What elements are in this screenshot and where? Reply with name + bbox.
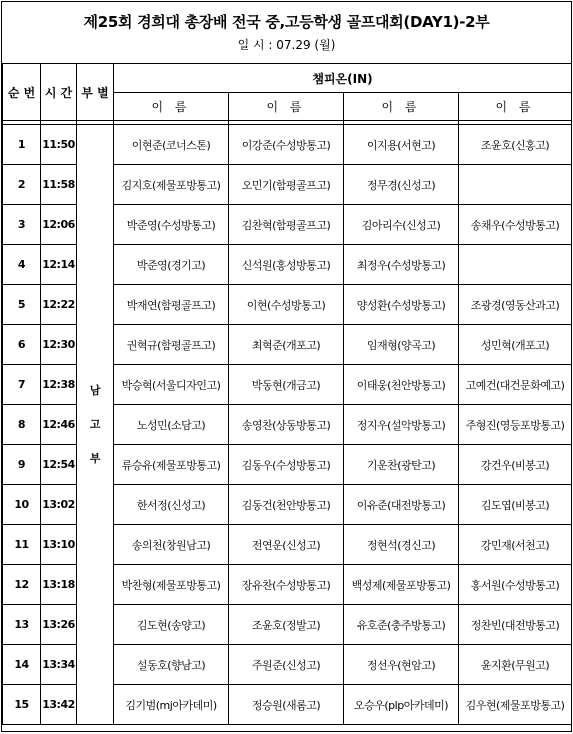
tee-time: 12:46 bbox=[41, 405, 77, 445]
player-name: 김찬혁(함평골프고) bbox=[229, 205, 344, 245]
player-name: 이태웅(천안방통고) bbox=[344, 365, 459, 405]
page-title: 제25회 경희대 총장배 전국 중,고등학생 골프대회(DAY1)-2부 bbox=[83, 13, 490, 31]
tee-time: 12:54 bbox=[41, 445, 77, 485]
col-header-name-1: 이 름 bbox=[114, 93, 229, 121]
tee-time: 12:22 bbox=[41, 285, 77, 325]
player-name: 류승유(제물포방통고) bbox=[114, 445, 229, 485]
player-name: 김동우(수성방통고) bbox=[229, 445, 344, 485]
player-name: 박승혁(서울디자인고) bbox=[114, 365, 229, 405]
player-name: 조윤호(정발고) bbox=[229, 605, 344, 645]
tee-time: 11:50 bbox=[41, 125, 77, 165]
player-name: 전연운(신성고) bbox=[229, 525, 344, 565]
player-name: 정찬빈(대전방통고) bbox=[459, 605, 572, 645]
player-name: 김우현(제물포방통고) bbox=[459, 685, 572, 725]
player-name: 조윤호(신홍고) bbox=[459, 125, 572, 165]
schedule-sheet bbox=[1, 1, 572, 732]
row-number: 2 bbox=[3, 165, 41, 205]
player-name: 박준영(경기고) bbox=[114, 245, 229, 285]
division-char: 남 bbox=[89, 383, 101, 397]
player-name: 강건우(비봉고) bbox=[459, 445, 572, 485]
player-name: 윤지환(무원고) bbox=[459, 645, 572, 685]
col-header-division: 부 별 bbox=[77, 64, 114, 121]
tee-time: 12:06 bbox=[41, 205, 77, 245]
tee-time: 13:34 bbox=[41, 645, 77, 685]
player-name: 한서정(신성고) bbox=[114, 485, 229, 525]
tee-time-table bbox=[2, 64, 572, 725]
player-name: 조광경(영동산과고) bbox=[459, 285, 572, 325]
player-name: 김도현(송양고) bbox=[114, 605, 229, 645]
player-name: 이유준(대전방통고) bbox=[344, 485, 459, 525]
player-name: 신석원(홍성방통고) bbox=[229, 245, 344, 285]
row-number: 15 bbox=[3, 685, 41, 725]
player-name: 이강준(수성방통고) bbox=[229, 125, 344, 165]
player-name: 주원준(신성고) bbox=[229, 645, 344, 685]
player-name: 임재형(양곡고) bbox=[344, 325, 459, 365]
table-row bbox=[3, 125, 572, 165]
tee-time: 12:14 bbox=[41, 245, 77, 285]
player-name: 정승원(새롬고) bbox=[229, 685, 344, 725]
player-name bbox=[459, 245, 572, 285]
division-char: 부 bbox=[89, 451, 101, 465]
row-number: 9 bbox=[3, 445, 41, 485]
player-name: 송의천(창원남고) bbox=[114, 525, 229, 565]
table-body bbox=[3, 125, 572, 725]
col-header-course: 챔피온(IN) bbox=[114, 64, 572, 93]
player-name: 이현(수성방통고) bbox=[229, 285, 344, 325]
player-name: 김아리수(신성고) bbox=[344, 205, 459, 245]
col-header-no: 순 번 bbox=[3, 64, 41, 121]
division-cell bbox=[77, 125, 114, 725]
player-name: 기운찬(광탄고) bbox=[344, 445, 459, 485]
tee-time: 13:26 bbox=[41, 605, 77, 645]
tee-time: 13:42 bbox=[41, 685, 77, 725]
sheet-header bbox=[2, 2, 571, 64]
row-number: 6 bbox=[3, 325, 41, 365]
col-header-time: 시 간 bbox=[41, 64, 77, 121]
player-name: 유호준(충주방통고) bbox=[344, 605, 459, 645]
player-name: 송채우(수성방통고) bbox=[459, 205, 572, 245]
player-name: 주형진(영등포방통고) bbox=[459, 405, 572, 445]
player-name: 최혁준(개포고) bbox=[229, 325, 344, 365]
player-name: 최정우(수성방통고) bbox=[344, 245, 459, 285]
player-name: 고예건(대건문화예고) bbox=[459, 365, 572, 405]
player-name: 백성제(제물포방통고) bbox=[344, 565, 459, 605]
player-name: 김지호(제물포방통고) bbox=[114, 165, 229, 205]
player-name: 이지용(서현고) bbox=[344, 125, 459, 165]
tee-time: 12:30 bbox=[41, 325, 77, 365]
tee-time: 13:10 bbox=[41, 525, 77, 565]
tee-time: 13:02 bbox=[41, 485, 77, 525]
player-name: 장유찬(수성방통고) bbox=[229, 565, 344, 605]
player-name: 정무경(신성고) bbox=[344, 165, 459, 205]
player-name: 성민혁(개포고) bbox=[459, 325, 572, 365]
player-name: 설동호(향남고) bbox=[114, 645, 229, 685]
player-name: 홍서원(수성방통고) bbox=[459, 565, 572, 605]
event-date: 일 시 : 07.29 (월) bbox=[237, 38, 336, 52]
player-name: 정현석(경신고) bbox=[344, 525, 459, 565]
tee-time: 12:38 bbox=[41, 365, 77, 405]
col-header-name-3: 이 름 bbox=[344, 93, 459, 121]
player-name: 김동건(천안방통고) bbox=[229, 485, 344, 525]
player-name: 송영찬(상동방통고) bbox=[229, 405, 344, 445]
player-name: 오승우(plp아카데미) bbox=[344, 685, 459, 725]
player-name: 박찬형(제물포방통고) bbox=[114, 565, 229, 605]
row-number: 12 bbox=[3, 565, 41, 605]
player-name: 정지우(설악방통고) bbox=[344, 405, 459, 445]
col-header-name-4: 이 름 bbox=[459, 93, 572, 121]
player-name: 박동현(개금고) bbox=[229, 365, 344, 405]
player-name: 박준영(수성방통고) bbox=[114, 205, 229, 245]
player-name: 정선우(현암고) bbox=[344, 645, 459, 685]
row-number: 3 bbox=[3, 205, 41, 245]
player-name: 노성민(소담고) bbox=[114, 405, 229, 445]
player-name: 강민재(서천고) bbox=[459, 525, 572, 565]
player-name: 박재연(함평골프고) bbox=[114, 285, 229, 325]
player-name: 이현준(코너스톤) bbox=[114, 125, 229, 165]
row-number: 10 bbox=[3, 485, 41, 525]
player-name bbox=[459, 165, 572, 205]
row-number: 11 bbox=[3, 525, 41, 565]
row-number: 7 bbox=[3, 365, 41, 405]
player-name: 김도엽(비봉고) bbox=[459, 485, 572, 525]
col-header-name-2: 이 름 bbox=[229, 93, 344, 121]
player-name: 오민기(함평골프고) bbox=[229, 165, 344, 205]
player-name: 양성환(수성방통고) bbox=[344, 285, 459, 325]
row-number: 5 bbox=[3, 285, 41, 325]
row-number: 13 bbox=[3, 605, 41, 645]
tee-time: 11:58 bbox=[41, 165, 77, 205]
division-char: 고 bbox=[89, 417, 101, 431]
row-number: 1 bbox=[3, 125, 41, 165]
row-number: 8 bbox=[3, 405, 41, 445]
row-number: 14 bbox=[3, 645, 41, 685]
tee-time: 13:18 bbox=[41, 565, 77, 605]
row-number: 4 bbox=[3, 245, 41, 285]
player-name: 권혁규(함평골프고) bbox=[114, 325, 229, 365]
player-name: 김기범(mj아카데미) bbox=[114, 685, 229, 725]
